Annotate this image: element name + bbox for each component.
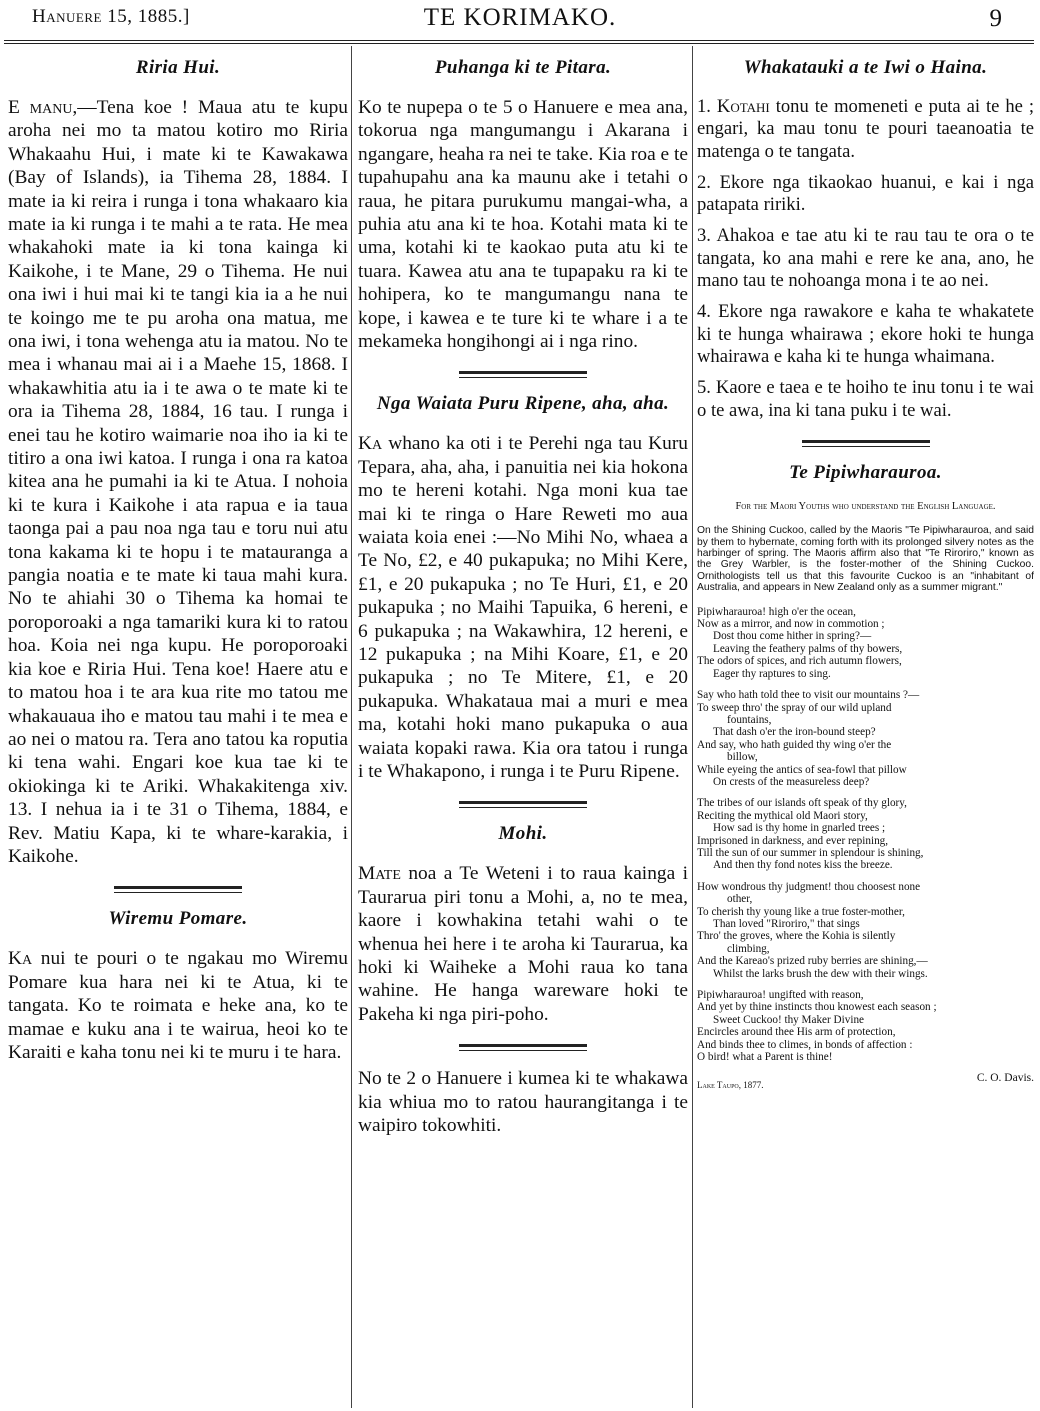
poem-line: Encircles around thee His arm of protection,: [697, 1026, 896, 1039]
poem-line: fountains,: [727, 713, 772, 726]
issue-date: Hanuere 15, 1885.]: [32, 6, 190, 27]
poem-line: Till the sun of our summer in splendour is shining,: [697, 846, 924, 859]
article-paragraph: E manu,—Tena koe ! Maua atu te kupu aroha nei mo ta matou kotiro mo Riria Whakaahu Hui, i mate ki te Kawakawa (Bay of Islands), ia Tihema 28, 1884. I mate ia ki reira i runga i tona whakaaro kia mate ia ki runga i te mahi a te rata. He mea whakahoki mate ia ki tona kainga ki Kaikohe, i te Mane, 29 o Tihema. He nui ona iwi i hui mai ki te tangi kia ia a he nui te koingo me te pu aroha ona matua, me ona iwi, i tona wehenga atu ia matou. No te mea i whanau mai ai i a Maehe 15, 1868. I whakawhitia atu ia i te awa o te mate ki te ora ia Tihema 28, 1884, 16 tau. I runga i enei tau he kotiro waimarie noa iho ia ki te titiro a ona iwi katoa. I runga i ona ra katoa kitea ana he pumahi ia ki te Atua. I nohoia ki te kura i Kaikohe i ata rapua e ia taua taonga pai a pau noa nga tau e toru nui atu tona kakama ki te hopu i te matauranga a pangia noatia e te mate ki taua mahi kura. No te ahiahi 30 o Tihema ka homai te poroporoaki a nga tamariki kura ki to ratou hoa. Koia nei nga kupu. He poroporoaki kia koe e Riria Hui. Tena koe! Haere atu e to matou hoa i te ara kua rite mo tatou me whakauaua iho e matou tau mahi i te mea e ao nei o matou ra. Tera ano tatou ka roputia ki tena wahi. Engari koe kua tae ki te okiokinga ki te Ariki. Whakakitenga xiv. 13. I nehua ia i te 31 o Tihema, 1884, e Rev. Matiu Kapa, ki te whare-karakia, i Kaikohe.: [8, 96, 348, 867]
poem-line: How wondrous thy judgment! thou choosest none: [697, 880, 921, 893]
poem-line: How sad is thy home in gnarled trees ;: [713, 822, 886, 835]
poem-stanza: [697, 797, 1034, 871]
poem-line: And then thy fond notes kiss the breeze.: [713, 859, 893, 872]
column-divider: [692, 46, 693, 1408]
poem-line: Imprisoned in darkness, and ever repining,: [697, 834, 889, 847]
poem-stanza: [697, 606, 1034, 680]
section-rule: [114, 886, 242, 893]
poem-line: billow,: [727, 751, 758, 764]
proverb-item: 5. Kaore e taea e te hoiho te inu tonu i te wai o te awa, ina ki tana puku i te wai.: [697, 377, 1034, 421]
poem-place-date: Lake Taupo, 1877.: [697, 1080, 764, 1091]
poem-note: On the Shining Cuckoo, called by the Maoris "Te Pipiwharauroa, and said by them to hybernate, coming forth with its prolonged silvery notes as the harbinger of spring. The Maoris affirm also that "Te Riroriro," known as the Grey Warbler, is the foster-mother of the Shining Cuckoo. Ornithologists tell us that this favourite Cuckoo is an "inhabitant of Australia, and appears in New Zealand only as a summer migrant.": [697, 525, 1034, 594]
poem-subtitle: For the Maori Youths who understand the English Language.: [735, 500, 996, 512]
paragraph-lead: E manu,: [8, 96, 78, 118]
article-paragraph: Ko te nupepa o te 5 o Hanuere e mea ana, tokorua nga mangumangu i Akarana i ngangare, heaha ra nei te take. Kia roa e te tupahupahu ana ka maunu ake i tetahi o raua, he pitara purukumu mangai-wha, a puhia atu ana ki te hoa. Kotahi mata ki te uma, kotahi ki te kaokao puta atu ki te tuara. Kawea atu ana te tupapaku ra ki te hohipera, ko te mangumangu nana te kope, i kawea e te ture ki te whare i a te mekameka hongihongi ai i nga rino.: [358, 96, 688, 352]
column-divider: [351, 46, 352, 1408]
poem-line: Than loved "Riroriro," that sings: [713, 918, 860, 931]
poem-line: While eyeing the antics of sea-fowl that pillow: [697, 763, 907, 776]
article-paragraph: No te 2 o Hanuere i kumea ki te whakawa kia whiua mo to ratou haurangitanga i te waipiro tokowhiti.: [358, 1068, 688, 1137]
article-heading: Wiremu Pomare.: [108, 908, 248, 930]
poem-line: To sweep thro' the spray of our wild upland: [697, 701, 892, 714]
poem-line: The tribes of our islands oft speak of thy glory,: [697, 797, 907, 810]
section-rule: [459, 801, 587, 808]
poem-line: Sweet Cuckoo! thy Maker Divine: [713, 1013, 864, 1026]
paragraph-lead: Ka: [8, 948, 33, 970]
poem-line: Say who hath told thee to visit our mountains ?—: [697, 689, 920, 702]
masthead-rule: [4, 40, 1034, 44]
proverb-item: 4. Ekore nga rawakore e kaha te whakatete ki te hunga whairawa ; ekore hoki te hunga whairawa e kaha ki te hunga whaimana.: [697, 301, 1034, 367]
masthead: [0, 0, 1040, 44]
article-heading: Mohi.: [498, 823, 548, 845]
poem-line: And binds thee to climes, in bonds of affection :: [697, 1038, 913, 1051]
section-rule: [459, 1044, 587, 1051]
article-heading: Whakatauki a te Iwi o Haina.: [743, 57, 988, 78]
poem-line: Leaving the feathery palms of thy bowers,: [713, 642, 903, 655]
poem-line: The odors of spices, and rich autumn flowers,: [697, 655, 902, 668]
poem-stanza: [697, 689, 1034, 788]
poem-line: Eager thy raptures to sing.: [713, 667, 831, 680]
paragraph-lead: 1. Kotahi: [697, 95, 770, 117]
paragraph-lead: Ka: [358, 433, 383, 455]
poem-line: That dash o'er the iron-bound steep?: [713, 726, 876, 739]
poem-line: Pipiwharauroa! ungifted with reason,: [697, 989, 864, 1002]
proverb-item: 1. Kotahi tonu te momeneti e puta ai te he ; engari, ka mau tonu te pouri taeanoatia te matenga o te tangata.: [697, 95, 1034, 162]
poem-stanza: [697, 989, 1034, 1063]
article-paragraph: Ka nui te pouri o te ngakau mo Wiremu Pomare kua hara nei ki te Atua, ki te tangata. Ko te roimata e heke ana, ko te mamae e kuku ana i te wairua, heoi ko te Karaiti e kaha tonu nei ki te muru i te hara.: [8, 948, 348, 1063]
poem-line: other,: [727, 893, 753, 906]
poem-line: Dost thou come hither in spring?—: [713, 630, 872, 643]
author-signature: C. O. Davis.: [976, 1072, 1034, 1085]
column-1: [8, 50, 348, 1408]
proverb-item: 2. Ekore nga tikaokao huanui, e kai i nga patapata ririki.: [697, 171, 1034, 216]
article-heading: Puhanga ki te Pitara.: [434, 57, 612, 78]
proverb-item: 3. Ahakoa e tae atu ki te rau tau te ora o te tangata, ko ana mahi e rere ke ana, ano, he mano tau te nohoanga mona i te ao nei.: [697, 225, 1034, 292]
poem-line: O bird! what a Parent is thine!: [697, 1051, 833, 1064]
poem-line: And the Kareao's prized ruby berries are shining,—: [697, 955, 928, 968]
article-paragraph: Ka whano ka oti i te Perehi nga tau Kuru Tepara, aha, aha, i panuitia nei kia hokona mo te hereni kotahi. Nga moni kua tae mai ki te ringa o Hare Reweti mo aua waiata koia enei :—No Mihi No, whaea a Te No, £2, e 40 pukapuka; no Mihi Kere, £1, e 20 pukapuka ; no Te Huri, £1, e 20 pukapuka ; no Maihi Tapuika, 6 hereni, e 6 pukapuka ; na Wakawhira, 12 hereni, e 12 pukapuka ; na Mihi Koare, £1, e 20 pukapuka ; no Te Mitere, £1, e 20 pukapuka. Whakatauа mai a muri e mea ma, kotahi hoki mano pukapuka o aua waiata kopaki rawa. Kia ora tatou i runga i te Whakapono, i runga i te Puru Ripene.: [358, 433, 688, 783]
column-2: [358, 50, 688, 1408]
poem-line: To cherish thy young like a true foster-mother,: [697, 905, 905, 918]
poem-line: On crests of the measureless deep?: [713, 775, 870, 788]
poem-line: climbing,: [727, 942, 770, 955]
column-3: [697, 50, 1034, 1408]
poem-line: And say, who hath guided thy wing o'er the: [697, 738, 892, 751]
section-rule: [802, 440, 930, 447]
poem-line: Thro' the groves, where the Kohia is silently: [697, 930, 896, 943]
poem-line: And yet by thine instincts thou knowest each season ;: [697, 1001, 937, 1014]
section-rule: [459, 371, 587, 378]
poem-line: Now as a mirror, and now in commotion ;: [697, 618, 885, 631]
poem-stanza: [697, 881, 1034, 980]
article-heading: Nga Waiata Puru Ripene, aha, aha.: [376, 393, 670, 415]
article-heading: Riria Hui.: [135, 57, 221, 78]
page-number: 9: [989, 5, 1002, 32]
article-heading: Te Pipiwharauroa.: [789, 461, 942, 483]
paragraph-lead: Mate: [358, 863, 401, 885]
article-paragraph: Mate noa a Te Weteni i to raua kainga i Taurarua piri tonu a Mohi, a, no te mea, kaore i kowhakina tetahi wahi o te whenua hei here i te aroha ki Taurarua, ka hoki ki Waiheke a Mohi raua ko tana wahine. He hanga wareware hoki te Pakeha ki nga piri-poho.: [358, 863, 688, 1025]
poem-line: Reciting the mythical old Maori story,: [697, 809, 868, 822]
poem-line: Whilst the larks brush the dew with their wings.: [713, 967, 928, 980]
poem-line: Pipiwharauroa! high o'er the ocean,: [697, 605, 856, 618]
newspaper-title: TE KORIMAKO.: [423, 4, 617, 31]
